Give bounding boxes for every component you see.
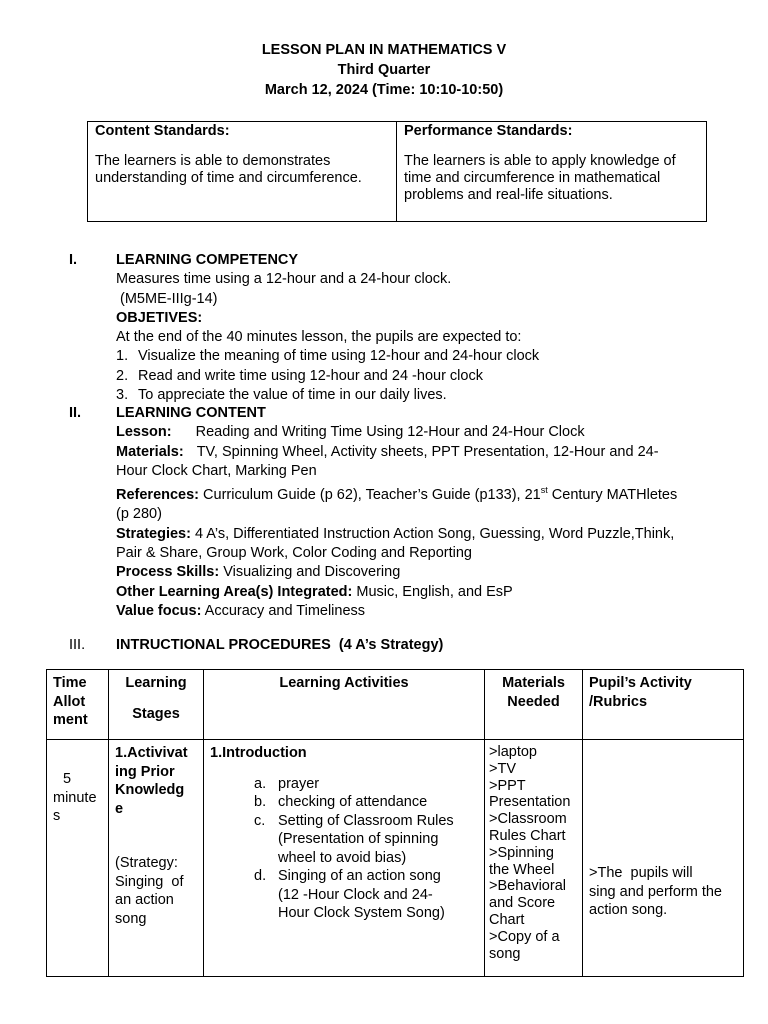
header-text: Materials xyxy=(502,675,565,691)
objective-text: Visualize the meaning of time using 12-hour and 24-hour clock xyxy=(138,348,540,365)
time-value: 5 xyxy=(63,771,72,787)
quarter-label: Third Quarter xyxy=(337,62,431,78)
material-item: Chart xyxy=(489,911,525,928)
strategy-text: an action xyxy=(115,892,174,908)
document-title: LESSON PLAN IN MATHEMATICS V xyxy=(261,42,507,58)
header-text: Needed xyxy=(507,693,560,710)
strategies-line xyxy=(116,525,716,544)
standards-table xyxy=(87,121,707,222)
strategies-label: Strategies: xyxy=(116,525,191,542)
list-marker: c. xyxy=(254,812,266,829)
lesson-line xyxy=(116,423,716,442)
performance-standards-heading: Performance Standards: xyxy=(404,123,573,139)
time-cell xyxy=(47,740,109,977)
time-value: minute xyxy=(53,789,97,806)
list-text: wheel to avoid bias) xyxy=(278,849,407,866)
pupil-activity-cell xyxy=(583,740,744,977)
objective-number: 3. xyxy=(116,387,129,404)
list-marker: a. xyxy=(254,775,267,792)
material-item: and Score xyxy=(489,895,556,912)
list-item xyxy=(254,793,478,812)
header-learning-stages xyxy=(109,670,204,740)
table-header-row xyxy=(47,670,744,740)
content-standards-heading: Content Standards: xyxy=(95,123,230,139)
material-item: >laptop xyxy=(489,744,537,760)
competency-code: (M5ME-IIIg-14) xyxy=(116,290,218,307)
list-marker: b. xyxy=(254,794,267,810)
header-text: Time xyxy=(53,675,87,691)
material-item: >Spinning xyxy=(489,844,554,861)
activities-cell xyxy=(204,740,485,977)
performance-standards-text: time and circumference in mathematical xyxy=(404,170,661,186)
list-text: checking of attendance xyxy=(278,794,428,810)
header-pupil-activity xyxy=(583,670,744,740)
objective-item xyxy=(116,347,716,366)
lesson-label: Lesson: xyxy=(116,424,172,441)
objective-item xyxy=(116,386,716,405)
header-text: Learning xyxy=(125,675,187,691)
list-text: Hour Clock System Song) xyxy=(278,905,445,921)
header-text: Stages xyxy=(132,705,180,722)
references-line xyxy=(116,481,716,505)
section-heading: LEARNING CONTENT xyxy=(116,405,266,421)
objective-number: 1. xyxy=(116,348,129,365)
time-value: s xyxy=(53,808,61,824)
value-focus-line xyxy=(116,602,716,621)
learning-competency-section xyxy=(116,251,716,405)
material-item: >Classroom xyxy=(489,811,567,828)
list-text: Singing of an action song xyxy=(278,868,441,884)
strategy-text: (Strategy: xyxy=(115,855,178,871)
materials-cell xyxy=(485,740,583,977)
material-item: Rules Chart xyxy=(489,827,566,844)
header-materials-needed xyxy=(485,670,583,740)
content-standards-text: The learners is able to demonstrates xyxy=(95,153,331,169)
list-text: prayer xyxy=(278,775,320,792)
material-item: >PPT xyxy=(489,777,526,794)
strategies-value-cont: Pair & Share, Group Work, Color Coding and Reporting xyxy=(116,544,472,561)
stage-cell xyxy=(109,740,204,977)
material-item: song xyxy=(489,945,521,962)
material-item: >Copy of a xyxy=(489,928,560,945)
material-item: >TV xyxy=(489,760,516,777)
list-text: Setting of Classroom Rules xyxy=(278,812,454,829)
objective-text: Read and write time using 12-hour and 24 -hour clock xyxy=(138,367,483,384)
list-text: (Presentation of spinning xyxy=(278,831,439,847)
references-value: Curriculum Guide (p 62), Teacher’s Guide (p133), 21 xyxy=(203,487,541,504)
list-item xyxy=(254,812,478,868)
stage-text: Knowledg xyxy=(115,782,185,798)
section-heading: INTRUCTIONAL PROCEDURES (4 A’s Strategy) xyxy=(116,637,444,653)
content-standards-cell xyxy=(88,122,397,222)
process-skills-value: Visualizing and Discovering xyxy=(223,564,401,581)
header-text: Pupil’s Activity xyxy=(589,675,692,691)
material-item: >Behavioral xyxy=(489,878,566,895)
references-label: References: xyxy=(116,487,200,504)
value-focus-label: Value focus: xyxy=(116,602,202,619)
objectives-intro: At the end of the 40 minutes lesson, the pupils are expected to: xyxy=(116,329,522,346)
strategies-value: 4 A’s, Differentiated Instruction Action Song, Guessing, Word Puzzle,Think, xyxy=(194,525,675,542)
section-heading: LEARNING COMPETENCY xyxy=(116,252,299,268)
performance-standards-text: The learners is able to apply knowledge of xyxy=(404,153,676,169)
value-focus-value: Accuracy and Timeliness xyxy=(204,602,366,619)
list-marker: d. xyxy=(254,868,267,884)
content-standards-text: understanding of time and circumference. xyxy=(95,170,362,186)
other-areas-value: Music, English, and EsP xyxy=(356,583,513,600)
performance-standards-text: problems and real-life situations. xyxy=(404,187,613,203)
objective-text: To appreciate the value of time in our daily lives. xyxy=(138,387,447,404)
activity-title: 1.Introduction xyxy=(210,745,307,761)
header-time-allotment xyxy=(47,670,109,740)
references-superscript: st xyxy=(540,485,548,496)
process-skills-line xyxy=(116,563,716,582)
materials-value: TV, Spinning Wheel, Activity sheets, PPT Presentation, 12-Hour and 24- xyxy=(196,443,659,460)
header-text: Allot xyxy=(53,693,86,710)
lesson-value: Reading and Writing Time Using 12-Hour and 24-Hour Clock xyxy=(195,424,585,441)
competency-text: Measures time using a 12-hour and a 24-hour clock. xyxy=(116,271,452,288)
performance-standards-cell xyxy=(397,122,707,222)
material-item: Presentation xyxy=(489,794,571,811)
pupil-activity-text: sing and perform the xyxy=(589,883,722,900)
section-number: III. xyxy=(69,637,86,653)
strategy-text: Singing of xyxy=(115,873,184,890)
objectives-heading: OBJETIVES: xyxy=(116,309,203,326)
stage-text: 1.Activivat xyxy=(115,745,188,761)
strategy-text: song xyxy=(115,910,147,927)
list-text: (12 -Hour Clock and 24- xyxy=(278,886,433,903)
stage-text: ing Prior xyxy=(115,763,175,780)
section-number: II. xyxy=(69,405,82,421)
materials-line xyxy=(116,443,716,462)
objective-number: 2. xyxy=(116,367,129,384)
header-text: ment xyxy=(53,712,88,728)
pupil-activity-text: >The pupils will xyxy=(589,865,693,881)
objective-item xyxy=(116,367,716,386)
other-areas-line xyxy=(116,583,716,602)
header-learning-activities xyxy=(204,670,485,740)
procedures-table xyxy=(46,669,744,977)
header-text: Learning Activities xyxy=(279,675,409,691)
material-item: the Wheel xyxy=(489,861,555,878)
date-time: March 12, 2024 (Time: 10:10-10:50) xyxy=(264,82,504,98)
materials-value-cont: Hour Clock Chart, Marking Pen xyxy=(116,462,317,479)
activity-list xyxy=(254,775,478,923)
list-item xyxy=(254,867,478,923)
header-text: /Rubrics xyxy=(589,693,648,710)
pupil-activity-text: action song. xyxy=(589,902,668,918)
section-number: I. xyxy=(69,252,78,268)
process-skills-label: Process Skills: xyxy=(116,564,220,581)
table-row xyxy=(47,740,744,977)
other-areas-label: Other Learning Area(s) Integrated: xyxy=(116,583,353,600)
learning-content-section xyxy=(116,404,716,621)
stage-text: e xyxy=(115,800,124,817)
list-item xyxy=(254,775,478,794)
references-value-end: Century MATHletes xyxy=(547,487,678,504)
materials-label: Materials: xyxy=(116,443,184,460)
references-value-cont: (p 280) xyxy=(116,506,162,523)
